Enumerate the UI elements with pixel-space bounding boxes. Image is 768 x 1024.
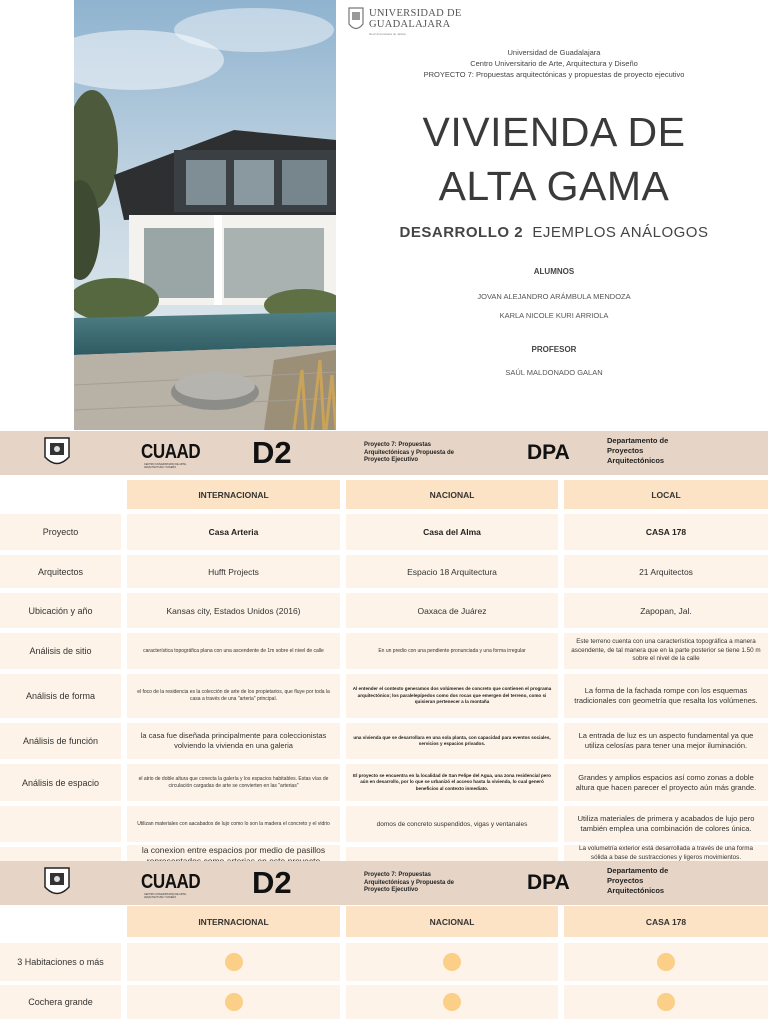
header-band [0,861,768,905]
check-dot-icon [657,953,675,971]
table-cell: Casa Arteria [127,514,340,550]
cuaad-logo: CUAAD [141,871,201,893]
table-cell: Espacio 18 Arquitectura [346,555,558,588]
header-project: PROYECTO 7: Propuestas arquitectónicas y propuestas de proyecto ejecutivo [423,70,685,79]
column-header: LOCAL [564,480,768,509]
table-cell: el atrio de doble altura que conecta la galería y los espacios habitables. Estas vías de circulación cargadas de arte se convierten en las "arterias" [127,764,340,801]
university-logo [347,6,477,38]
student-name: KARLA NICOLE KURI ARRIOLA [499,311,609,320]
university-seal-icon [43,435,71,471]
table-cell [564,985,768,1019]
university-seal-icon [347,6,365,34]
row-label [0,806,121,842]
table-cell: Hufft Projects [127,555,340,588]
row-label: Cochera grande [0,985,121,1019]
table-cell [127,985,340,1019]
column-header: CASA 178 [564,906,768,937]
logo-wordmark [369,8,462,30]
column-header: INTERNACIONAL [127,480,340,509]
table-cell: Utilizan materiales con aacabados de lujo como lo son la madera el concreto y el vidrio [127,806,340,842]
dpa-label: DPA [527,871,570,894]
department-label: Departamento de Proyectos Arquitectónicos [607,436,669,465]
row-label: Arquitectos [0,555,121,588]
header-university: Universidad de Guadalajara [507,48,601,57]
d2-label: D2 [252,435,292,470]
cuaad-tagline: CENTRO UNIVERSITARIO DE ARTE, ARQUITECTURA Y DISEÑO [144,893,187,899]
cuaad-logo: CUAAD [141,441,201,463]
table-cell: Grandes y amplios espacios así como zonas a doble altura que hacen parecer el proyecto aún más grande. [564,764,768,801]
department-label: Departamento de Proyectos Arquitectónicos [607,866,669,895]
subtitle [340,224,768,241]
table-cell: característica topográfica plana con una ascendente de 1m sobre el nivel de calle [127,633,340,669]
check-dot-icon [225,993,243,1011]
table-cell [346,943,558,981]
row-label: Análisis de espacio [0,764,121,801]
house-rendering-image [74,0,336,430]
table-cell: Este terreno cuenta con una característica topográfica a manera ascendente, de tal manera que en la parte posterior se tiene 1.50 m sobre el nivel de la calle [564,633,768,669]
check-dot-icon [443,993,461,1011]
table-cell: La volumetría exterior está desarrollada a través de una forma sólida a base de sustracciones y ligeros movimientos. [564,845,768,881]
subtitle-bold: DESARROLLO 2 [399,224,524,241]
cover-page [0,0,768,430]
check-dot-icon [225,953,243,971]
table-cell: una vivienda que se desarrollara en una sola planta, con capacidad para eventos sociales, servicios y espacios privados. [346,723,558,759]
column-header: NACIONAL [346,906,558,937]
students-label: ALUMNOS [533,267,575,276]
table-cell: La forma de la fachada rompe con los esquemas tradicionales con geometría que resalta los volúmenes. [564,674,768,718]
cuaad-tagline: CENTRO UNIVERSITARIO DE ARTE, ARQUITECTURA Y DISEÑO [144,463,187,469]
logo-line2: GUADALAJARA [369,19,451,30]
project-label: Proyecto 7: Propuestas Arquitectónicas y Propuesta de Proyecto Ejecutivo [364,872,455,893]
table-cell: El proyecto se encuentra en la localidad de San Felipe del Agua, una zona residencial pero aún en desarrollo, por lo que se urbanizó el acceso hasta la vivienda, lo cual generó beneficios al contexto inmediato. [346,764,558,801]
d2-label: D2 [252,865,292,900]
row-label: Análisis de forma [0,674,121,718]
check-dot-icon [657,993,675,1011]
table-cell: CASA 178 [564,514,768,550]
table-cell [564,943,768,981]
logo-tagline: Red Universitaria de Jalisco [369,32,407,36]
subtitle-rest: EJEMPLOS ANÁLOGOS [532,224,709,241]
row-label: 3 Habitaciones o más [0,943,121,981]
table-cell: Zapopan, Jal. [564,593,768,628]
table-cell [127,943,340,981]
header-center: Centro Universitario de Arte, Arquitectura y Diseño [470,59,638,68]
row-label: Análisis de función [0,723,121,759]
page-title [340,108,768,210]
table-cell: Utiliza materiales de primera y acabados de lujo pero también emplea una combinación de colores única. [564,806,768,842]
column-header: NACIONAL [346,480,558,509]
table-cell: Oaxaca de Juárez [346,593,558,628]
professor-name: SAÚL MALDONADO GALAN [505,368,603,377]
project-label: Proyecto 7: Propuestas Arquitectónicas y Propuesta de Proyecto Ejecutivo [364,442,455,463]
professor-label: PROFESOR [531,345,577,354]
table-cell: la casa fue diseñada principalmente para coleccionistas volviendo la vivienda en una galeria [127,723,340,759]
title-line2: ALTA GAMA [438,163,670,209]
table-cell: la conexion entre espacios por medio de pasillos [127,845,340,881]
row-label: Proyecto [0,514,121,550]
table-cell: Kansas city, Estados Unidos (2016) [127,593,340,628]
table-cell [346,985,558,1019]
table-cell: 21 Arquitectos [564,555,768,588]
logo-line1: UNIVERSIDAD DE [369,8,462,19]
row-label: Análisis de sitio [0,633,121,669]
header-band [0,431,768,475]
table-cell: En un predio con una pendiente pronunciada y una forma irregular [346,633,558,669]
student-name: JOVAN ALEJANDRO ARÁMBULA MENDOZA [477,292,631,301]
university-seal-icon [43,865,71,901]
table-cell: Al entender el contexto generamos dos volúmenes de concreto que contienen el programa arquitectónico; los paralelepípedos como dos rocas que emergen del terreno, como si quisieran pertenecer a la montaña [346,674,558,718]
column-header: INTERNACIONAL [127,906,340,937]
dpa-label: DPA [527,441,570,464]
table-cell: La entrada de luz es un aspecto fundamental ya que utiliza celosías para tener una mejor iluminación. [564,723,768,759]
title-line1: VIVIENDA DE [422,109,686,155]
row-label: Ubicación y año [0,593,121,628]
table-cell: Casa del Alma [346,514,558,550]
check-dot-icon [443,953,461,971]
table-cell: el foco de la residencia es la colección de arte de los propietarios, que fluye por toda la casa a través de una "arteria" principal. [127,674,340,718]
table-cell: domos de concreto suspendidos, vigas y ventanales [346,806,558,842]
